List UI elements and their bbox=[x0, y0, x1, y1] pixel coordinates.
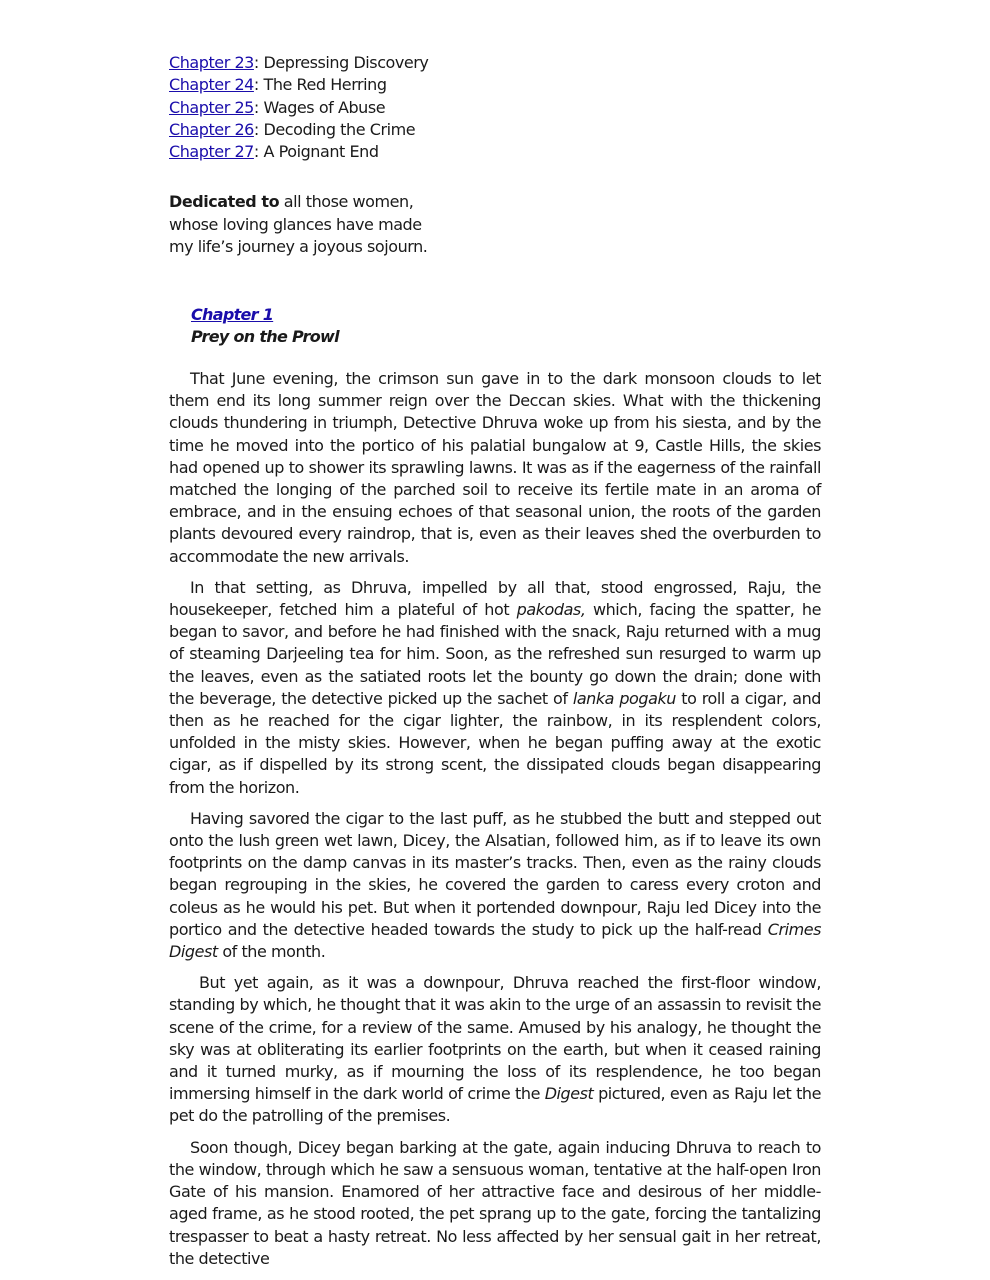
dedication-text: all those women, bbox=[279, 192, 414, 212]
dedication-bold: Dedicated to bbox=[169, 192, 280, 212]
dedication-line: whose loving glances have made bbox=[169, 214, 422, 234]
toc-link-chapter-27[interactable]: Chapter 27 bbox=[169, 142, 254, 162]
italic-text: Digest bbox=[544, 1084, 594, 1104]
toc-entry bbox=[169, 119, 821, 141]
text-run: to roll a cigar, and then as he reached for the cigar lighter, the rainbow, in its resplendent colors, unfolded in the misty skies. However, when he began puffing away at the exotic cigar, as if dispelled by its strong scent, the dissipated clouds began disappearing from the horizon. bbox=[169, 688, 821, 797]
italic-text: Crimes Digest bbox=[169, 919, 821, 962]
chapter-body bbox=[169, 368, 821, 1270]
paragraph bbox=[169, 972, 821, 1127]
text-run: In that setting, as Dhruva, impelled by all that, stood engrossed, Raju, the housekeeper, fetched him a plateful of hot bbox=[169, 577, 821, 620]
chapter-title: Prey on the Prowl bbox=[191, 326, 339, 346]
toc-title: : The Red Herring bbox=[253, 75, 387, 95]
table-of-contents bbox=[169, 52, 821, 163]
paragraph bbox=[169, 1137, 821, 1270]
text-run: pictured, even as Raju let the pet do the patrolling of the premises. bbox=[169, 1084, 821, 1126]
toc-link-chapter-25[interactable]: Chapter 25 bbox=[169, 97, 254, 117]
toc-title: : Wages of Abuse bbox=[253, 97, 386, 117]
toc-link-chapter-24[interactable]: Chapter 24 bbox=[169, 75, 254, 95]
text-run: Having savored the cigar to the last puff, as he stubbed the butt and stepped out onto the lush green wet lawn, Dicey, the Alsatian, followed him, as if to leave its own footprints on the damp canvas in its master’s tracks. Then, even as the rainy clouds began regrouping in the skies, he covered the garden to caress every croton and coleus as he would his pet. But when it portended downpour, Raju led Dicey into the portico and the detective headed towards the study to pick up the half-read bbox=[169, 808, 821, 939]
toc-title: : Depressing Discovery bbox=[253, 53, 429, 72]
text-run: of the month. bbox=[217, 942, 326, 962]
dedication-line bbox=[169, 191, 821, 214]
paragraph bbox=[169, 808, 821, 963]
chapter-heading bbox=[191, 304, 821, 348]
text-run: But yet again, as it was a downpour, Dhruva reached the first-floor window, standing by which, he thought that it was akin to the urge of an assassin to revisit the scene of the crime, for a review of the same. Amused by his analogy, he thought the sky was at obliterating its earlier footprints on the earth, but when it ceased raining and it turned murky, as if mourning the loss of its resplendence, he too began immersing himself in the dark world of crime the bbox=[169, 973, 821, 1104]
toc-entry bbox=[169, 97, 821, 119]
paragraph bbox=[169, 577, 821, 799]
italic-text: lanka pogaku bbox=[572, 688, 676, 708]
toc-link-chapter-26[interactable]: Chapter 26 bbox=[169, 119, 254, 139]
italic-text: pakodas, bbox=[516, 600, 586, 620]
dedication-line: my life’s journey a joyous sojourn. bbox=[169, 237, 428, 257]
dedication bbox=[169, 191, 821, 259]
toc-entry bbox=[169, 141, 821, 163]
text-run: which, facing the spatter, he began to savor, and before he had finished with the snack, Raju returned with a mug of steaming Darjeeling tea for him. Soon, as the refreshed sun resurged to warm up the leaves, even as the satiated roots let the bounty go down the drain; done with the beverage, the detective picked up the sachet of bbox=[169, 600, 821, 708]
toc-entry bbox=[169, 74, 821, 96]
paragraph bbox=[169, 368, 821, 568]
toc-title: : A Poignant End bbox=[253, 142, 379, 162]
text-run: Soon though, Dicey began barking at the gate, again inducing Dhruva to reach to the window, through which he saw a sensuous woman, tentative at the half-open Iron Gate of his mansion. Enamored of her attractive face and desirous of her middle-aged frame, as he stood rooted, the pet sprang up to the gate, forcing the tantalizing trespasser to beat a hasty retreat. No less affected by her sensual gait in her retreat, the detective bbox=[169, 1137, 821, 1268]
toc-link-chapter-23[interactable]: Chapter 23 bbox=[169, 53, 254, 72]
document-page bbox=[169, 52, 821, 1279]
chapter-link[interactable]: Chapter 1 bbox=[191, 304, 274, 324]
toc-title: : Decoding the Crime bbox=[253, 119, 416, 139]
text-run: That June evening, the crimson sun gave in to the dark monsoon clouds to let them end its long summer reign over the Deccan skies. What with the thickening clouds thundering in triumph, Detective Dhruva woke up from his siesta, and by the time he moved into the portico of his palatial bungalow at 9, Castle Hills, the skies had opened up to shower its sprawling lawns. It was as if the eagerness of the rainfall matched the longing of the parched soil to receive its fertile mate in an aroma of embrace, and in the ensuing echoes of that seasonal union, the roots of the garden plants devoured every raindrop, that is, even as their leaves shed the overburden to accommodate the new arrivals. bbox=[169, 368, 821, 566]
toc-entry bbox=[169, 52, 821, 74]
